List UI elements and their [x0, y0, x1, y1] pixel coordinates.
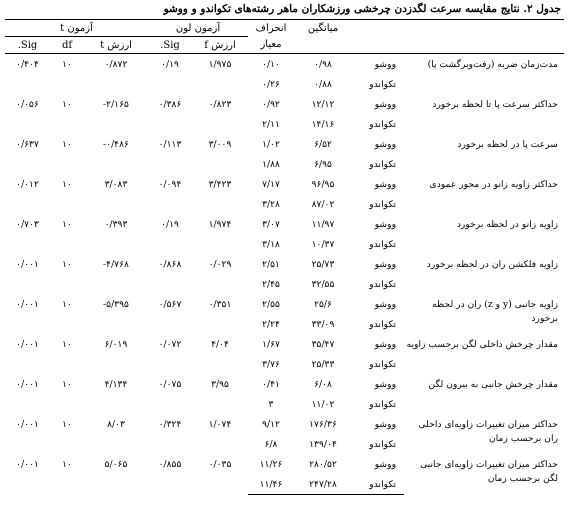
t-value: -۵/۳۹۵ [103, 299, 129, 310]
sd-header-line1: انحراف [248, 20, 294, 37]
ttest-sig-value: ۰/۰۰۱ [16, 259, 39, 270]
mean-taekwondo: ۱۴/۱۶ [311, 118, 335, 130]
df-value: ۱۰ [62, 339, 72, 350]
variable-header [404, 20, 564, 37]
levene-sig-value: ۰/۰۷۲ [158, 339, 182, 350]
levene-f-value: ۴/۰۴ [211, 339, 229, 350]
df-value: ۱۰ [62, 379, 72, 390]
group-label-wushu: ووشو [374, 338, 397, 350]
df-value: ۱۰ [62, 219, 72, 230]
levene-sig-value: ۰/۱۹ [161, 219, 179, 230]
t-value: -۰/۴۸۶ [103, 139, 129, 150]
mean-taekwondo: ۱۱/۰۲ [311, 398, 335, 410]
ttest-sig-header: Sig. [5, 37, 50, 54]
mean-taekwondo: ۳۲/۵۵ [311, 278, 335, 290]
variable-cell: مدت‌زمان ضربه (رفت‌وبرگشت پا) [427, 59, 559, 70]
levene-sig-value: ۰/۸۵۵ [158, 459, 182, 470]
levene-sig-value: ۰/۰۹۴ [158, 179, 182, 190]
variable-cell: حداکثر سرعت پا تا لحظه برخورد [432, 99, 559, 110]
t-value: ۰/۸۷۲ [104, 59, 128, 70]
mean-wushu: ۳۵/۴۷ [311, 338, 335, 350]
mean-taekwondo: ۰/۸۸ [314, 78, 332, 90]
mean-header: میانگین [294, 20, 352, 37]
levene-f-value: ۰/۰۲۹ [208, 259, 232, 270]
group-label-wushu: ووشو [374, 418, 397, 430]
levene-sig-value: ۰/۱۱۳ [158, 139, 182, 150]
group-label-wushu: ووشو [374, 458, 397, 470]
table-row [5, 254, 564, 274]
group-label-taekwondo: تکواندو [352, 474, 404, 495]
group-label-wushu: ووشو [374, 258, 397, 270]
levene-f-value: ۳/۴۲۳ [208, 179, 232, 190]
sd-wushu: ۰/۹۲ [262, 98, 280, 110]
sd-wushu: ۳/۰۷ [262, 218, 280, 230]
t-value: ۶/۰۱۹ [104, 339, 128, 350]
sd-wushu: ۱/۶۷ [262, 338, 280, 350]
table-row [5, 54, 564, 75]
group-label-taekwondo: تکواندو [369, 318, 397, 330]
df-header: df [50, 37, 84, 54]
df-value: ۱۰ [62, 139, 72, 150]
variable-cell: مقدار چرخش جانبی به بیرون لگن [428, 379, 559, 390]
variable-cell: حداکثر میزان تغییرات زاویه‌ای داخلی ران برحسب زمان [418, 419, 559, 444]
sd-wushu: ۹/۱۲ [262, 418, 280, 430]
ttest-sig-value: ۰/۰۰۱ [16, 379, 39, 390]
group-label-taekwondo: تکواندو [369, 358, 397, 370]
variable-cell: مقدار چرخش داخلی لگن برحسب زاویه [406, 339, 559, 350]
ttest-sig-value: ۰/۷۰۳ [16, 219, 39, 230]
group-label-wushu: ووشو [374, 58, 397, 70]
df-value: ۱۰ [62, 59, 72, 70]
group-label-wushu: ووشو [374, 378, 397, 390]
variable-cell: زاویه جانبی (y و z) ران در لحظه برخورد [432, 299, 559, 324]
ttest-sig-value: ۰/۰۰۱ [16, 299, 39, 310]
sd-wushu: ۷/۱۷ [262, 178, 280, 190]
levene-sig-value: ۰/۳۸۶ [158, 99, 182, 110]
variable-cell: زاویه زانو در لحظه برخورد [456, 219, 559, 230]
t-value: ۳/۰۸۳ [104, 179, 128, 190]
table-row [5, 414, 564, 434]
levene-header: آزمون لون [148, 20, 248, 37]
table-row [5, 334, 564, 354]
f-header: ارزش f [192, 37, 248, 54]
t-value: ۴/۱۳۴ [104, 379, 128, 390]
group-label-wushu: ووشو [374, 98, 397, 110]
sd-header-line2: معیار [248, 37, 294, 54]
df-value: ۱۰ [62, 99, 72, 110]
table-row [5, 134, 564, 154]
ttest-sig-value: ۰/۰۵۶ [16, 99, 39, 110]
mean-taekwondo: ۶/۹۵ [314, 158, 332, 170]
ttest-sig-value: ۰/۴۰۴ [16, 59, 39, 70]
ttest-sig-value: ۰/۰۱۲ [16, 179, 39, 190]
levene-f-value: ۳/۹۵ [211, 379, 229, 390]
t-value: ۵/۰۶۵ [104, 459, 128, 470]
levene-f-value: ۳/۰۰۹ [208, 139, 232, 150]
t-value: -۴/۷۶۸ [103, 259, 129, 270]
levene-sig-value: ۰/۸۶۸ [158, 259, 182, 270]
ttest-sig-value: ۰/۰۰۱ [16, 459, 39, 470]
levene-sig-value: ۰/۳۲۴ [158, 419, 182, 430]
table-row [5, 174, 564, 194]
mean-wushu: ۱۲/۱۲ [311, 98, 335, 110]
sd-taekwondo: ۳/۷۶ [262, 358, 280, 370]
levene-sig-value: ۰/۰۷۵ [158, 379, 182, 390]
t-value: -۲/۱۶۵ [103, 99, 129, 110]
levene-sig-header: Sig. [148, 37, 192, 54]
group-label-taekwondo: تکواندو [369, 78, 397, 90]
df-value: ۱۰ [62, 419, 72, 430]
sd-taekwondo: ۳/۲۸ [262, 198, 280, 210]
df-value: ۱۰ [62, 259, 72, 270]
df-value: ۱۰ [62, 299, 72, 310]
table-caption: جدول ۲. نتایج مقایسه سرعت لگدزدن چرخشی ورزشکاران ماهر رشته‌های تکواندو و ووشو [163, 3, 561, 15]
mean-wushu: ۲۵/۷۳ [311, 258, 335, 270]
mean-taekwondo: ۸۷/۰۲ [311, 198, 335, 210]
levene-f-value: ۰/۰۳۵ [208, 459, 232, 470]
mean-wushu: ۱۱/۹۷ [311, 218, 335, 230]
group-label-taekwondo: تکواندو [369, 438, 397, 450]
ttest-sig-value: ۰/۰۰۱ [16, 339, 39, 350]
sd-taekwondo: ۳/۱۸ [262, 238, 280, 250]
mean-wushu: ۲۵/۶ [314, 298, 332, 310]
sd-wushu: ۰/۴۱ [262, 378, 280, 390]
sd-taekwondo: ۲/۱۱ [262, 118, 280, 130]
group-label-wushu: ووشو [374, 138, 397, 150]
mean-taekwondo: ۱۳۹/۰۴ [309, 438, 337, 450]
mean-taekwondo: ۲۵/۳۳ [311, 358, 335, 370]
mean-wushu: ۰/۹۸ [314, 58, 332, 70]
variable-cell: حداکثر زاویه زانو در محور عمودی [429, 179, 559, 190]
mean-wushu: ۶/۰۸ [314, 378, 332, 390]
levene-f-value: ۰/۳۵۱ [208, 299, 232, 310]
sd-taekwondo: ۱۱/۴۶ [248, 474, 294, 495]
table-row [5, 214, 564, 234]
ttest-sig-value: ۰/۶۳۷ [16, 139, 39, 150]
ttest-sig-value: ۰/۰۰۱ [16, 419, 39, 430]
table-row [5, 454, 564, 474]
df-value: ۱۰ [62, 459, 72, 470]
mean-wushu: ۲۸۰/۵۲ [309, 458, 337, 470]
group-label-taekwondo: تکواندو [369, 238, 397, 250]
group-label-taekwondo: تکواندو [369, 278, 397, 290]
group-header [352, 20, 404, 37]
group-label-wushu: ووشو [374, 298, 397, 310]
group-label-taekwondo: تکواندو [369, 118, 397, 130]
t-value: ۸/۰۳ [107, 419, 125, 430]
mean-taekwondo: ۳۳/۰۹ [311, 318, 335, 330]
levene-sig-value: ۰/۵۶۷ [158, 299, 182, 310]
levene-f-value: ۱/۹۷۴ [208, 219, 232, 230]
variable-cell: حداکثر میزان تغییرات زاویه‌ای جانبی لگن برحسب زمان [420, 459, 559, 484]
levene-f-value: ۰/۸۲۳ [208, 99, 232, 110]
mean-taekwondo: ۲۴۷/۲۸ [294, 474, 352, 495]
table-row [5, 294, 564, 314]
sd-wushu: ۱/۰۲ [262, 138, 280, 150]
levene-f-value: ۱/۰۷۴ [208, 419, 232, 430]
sd-wushu: ۱۱/۲۶ [259, 458, 283, 470]
group-label-wushu: ووشو [374, 178, 397, 190]
sd-taekwondo: ۳ [268, 398, 274, 410]
group-label-taekwondo: تکواندو [369, 158, 397, 170]
group-label-taekwondo: تکواندو [369, 198, 397, 210]
variable-cell: سرعت پا در لحظه برخورد [457, 139, 559, 150]
variable-cell: زاویه فلکشن ران در لحظه برخورد [426, 259, 559, 270]
mean-wushu: ۱۷۶/۳۶ [309, 418, 337, 430]
sd-wushu: ۰/۱۰ [262, 58, 280, 70]
ttest-header: آزمون t [5, 20, 148, 37]
group-label-taekwondo: تکواندو [369, 398, 397, 410]
results-table [5, 19, 564, 495]
sd-wushu: ۲/۵۱ [262, 258, 280, 270]
mean-wushu: ۹۶/۹۵ [311, 178, 335, 190]
sd-taekwondo: ۱/۸۸ [262, 158, 280, 170]
t-value: ۰/۳۹۳ [104, 219, 128, 230]
df-value: ۱۰ [62, 179, 72, 190]
t-header: ارزش t [84, 37, 148, 54]
levene-f-value: ۱/۹۷۵ [208, 59, 232, 70]
sd-taekwondo: ۰/۲۶ [262, 78, 280, 90]
table-row [5, 94, 564, 114]
levene-sig-value: ۰/۱۹ [161, 59, 179, 70]
mean-taekwondo: ۱۰/۳۷ [311, 238, 335, 250]
sd-taekwondo: ۶/۸ [264, 438, 278, 450]
mean-wushu: ۶/۵۲ [314, 138, 332, 150]
table-row [5, 374, 564, 394]
group-label-wushu: ووشو [374, 218, 397, 230]
sd-taekwondo: ۲/۴۵ [262, 278, 280, 290]
sd-taekwondo: ۲/۲۴ [262, 318, 280, 330]
sd-wushu: ۲/۵۵ [262, 298, 280, 310]
